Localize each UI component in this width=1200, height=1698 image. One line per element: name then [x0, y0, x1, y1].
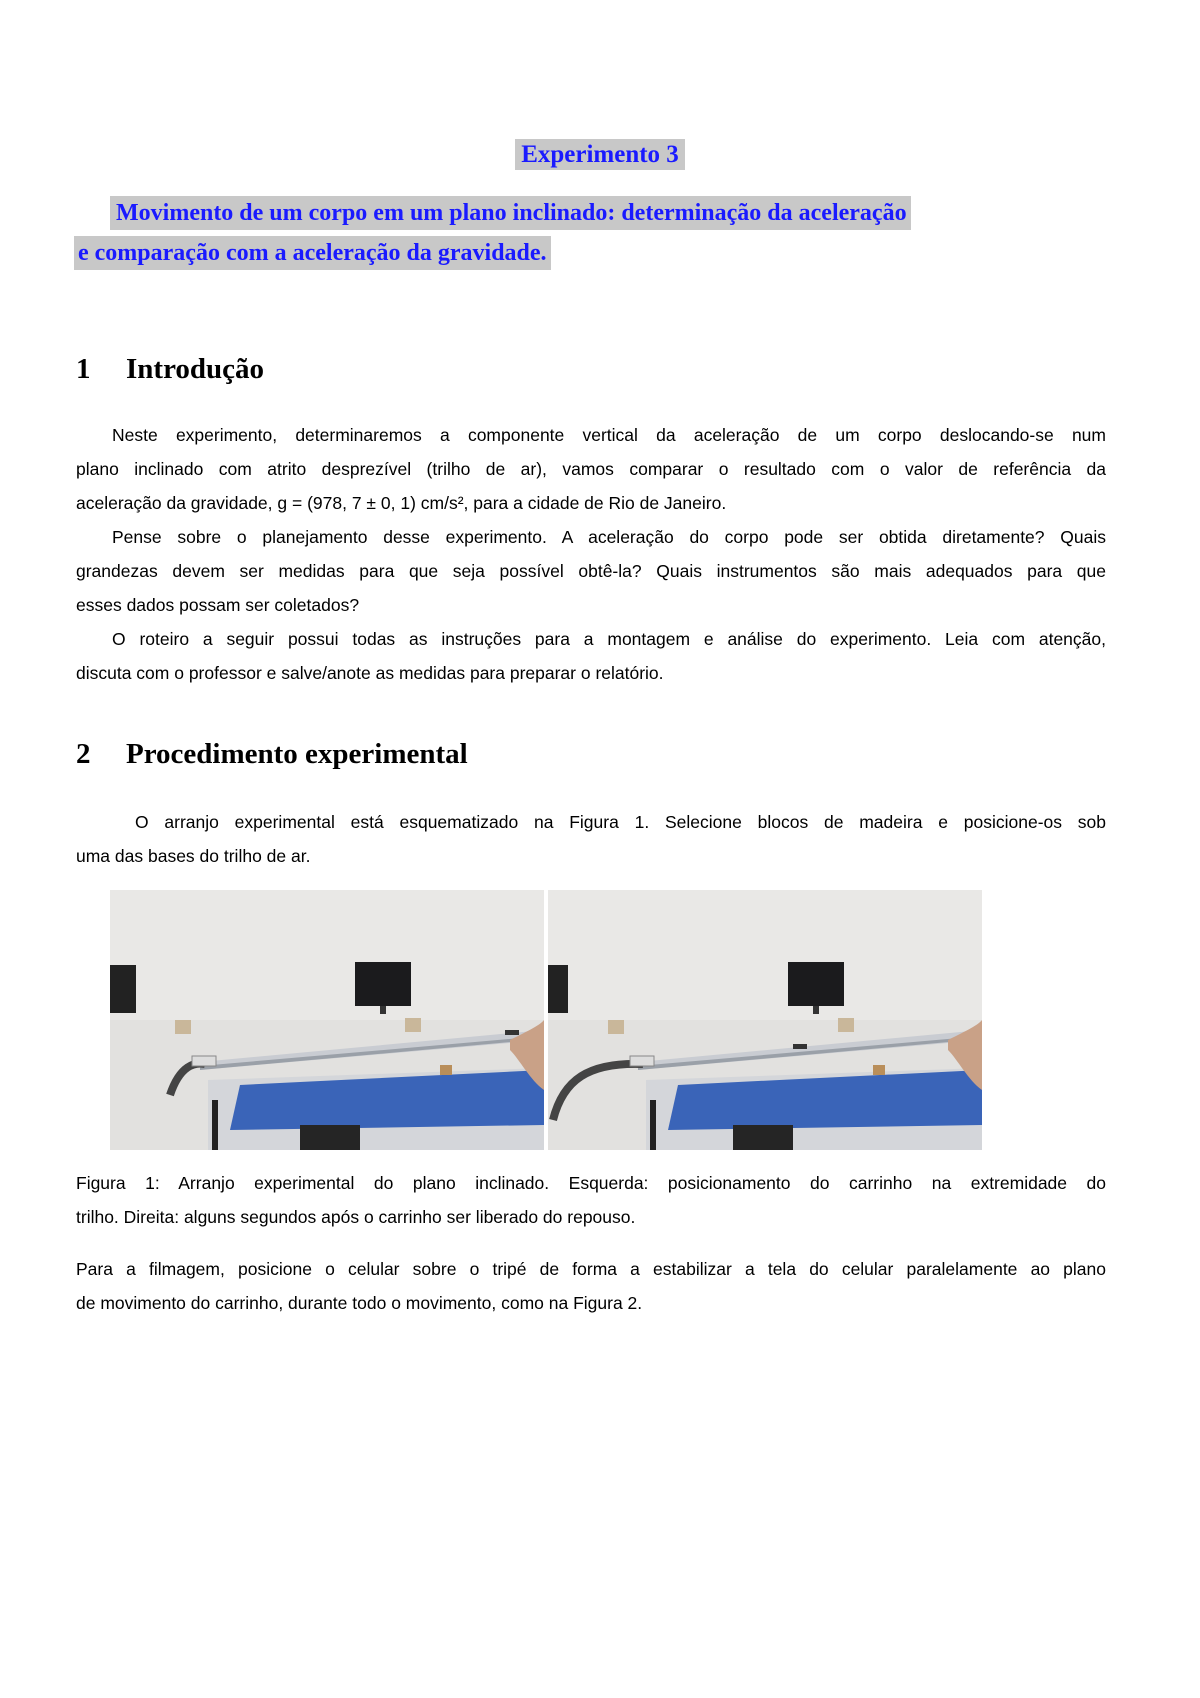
- section-title: Introdução: [126, 353, 265, 385]
- experiment-subtitle-line-1: Movimento de um corpo em um plano inclinado: determinação da aceleração: [110, 196, 911, 230]
- paragraph-line: esses dados possam ser coletados?: [76, 595, 360, 615]
- figure-1-caption: [76, 1166, 1106, 1234]
- lab-photo-right: [548, 890, 982, 1150]
- paragraph-line: O arranjo experimental está esquematizado na Figura 1. Selecione blocos de madeira e posicione-os sob: [135, 812, 1106, 832]
- paragraph-line: Neste experimento, determinaremos a componente vertical da aceleração de um corpo deslocando-se num: [112, 425, 1106, 445]
- section-heading-introducao: [76, 353, 264, 386]
- paragraph-line: plano inclinado com atrito desprezível (trilho de ar), vamos comparar o resultado com o valor de referência da: [76, 459, 1106, 479]
- intro-paragraph-1: [76, 418, 1106, 520]
- experiment-title: Experimento 3: [0, 141, 1200, 169]
- lab-photo-left: [110, 890, 544, 1150]
- paragraph-line: Pense sobre o planejamento desse experimento. A aceleração do corpo pode ser obtida diretamente? Quais: [112, 527, 1106, 547]
- intro-paragraph-3: [76, 622, 1106, 690]
- paragraph-line: de movimento do carrinho, durante todo o movimento, como na Figura 2.: [76, 1293, 643, 1313]
- paragraph-line: uma das bases do trilho de ar.: [76, 846, 311, 866]
- caption-line: Figura 1: Arranjo experimental do plano inclinado. Esquerda: posicionamento do carrinho na extremidade do: [76, 1173, 1106, 1193]
- filming-paragraph: [76, 1252, 1106, 1320]
- caption-line: trilho. Direita: alguns segundos após o carrinho ser liberado do repouso.: [76, 1207, 636, 1227]
- figure-1: [110, 890, 982, 1150]
- section-title: Procedimento experimental: [126, 738, 468, 770]
- experiment-subtitle-line-2: e comparação com a aceleração da gravidade.: [74, 236, 551, 270]
- section-number: 1: [76, 353, 91, 385]
- procedure-paragraph-1: [76, 805, 1106, 873]
- paragraph-line: O roteiro a seguir possui todas as instruções para a montagem e análise do experimento. Leia com atenção,: [112, 629, 1106, 649]
- section-number: 2: [76, 738, 91, 770]
- paragraph-line: aceleração da gravidade, g = (978, 7 ± 0, 1) cm/s², para a cidade de Rio de Janeiro.: [76, 493, 727, 513]
- paragraph-line: grandezas devem ser medidas para que seja possível obtê-la? Quais instrumentos são mais adequados para que: [76, 561, 1106, 581]
- section-heading-procedimento: [76, 738, 468, 771]
- paragraph-line: Para a filmagem, posicione o celular sobre o tripé de forma a estabilizar a tela do celular paralelamente ao plano: [76, 1259, 1106, 1279]
- paragraph-line: discuta com o professor e salve/anote as medidas para preparar o relatório.: [76, 663, 664, 683]
- intro-paragraph-2: [76, 520, 1106, 622]
